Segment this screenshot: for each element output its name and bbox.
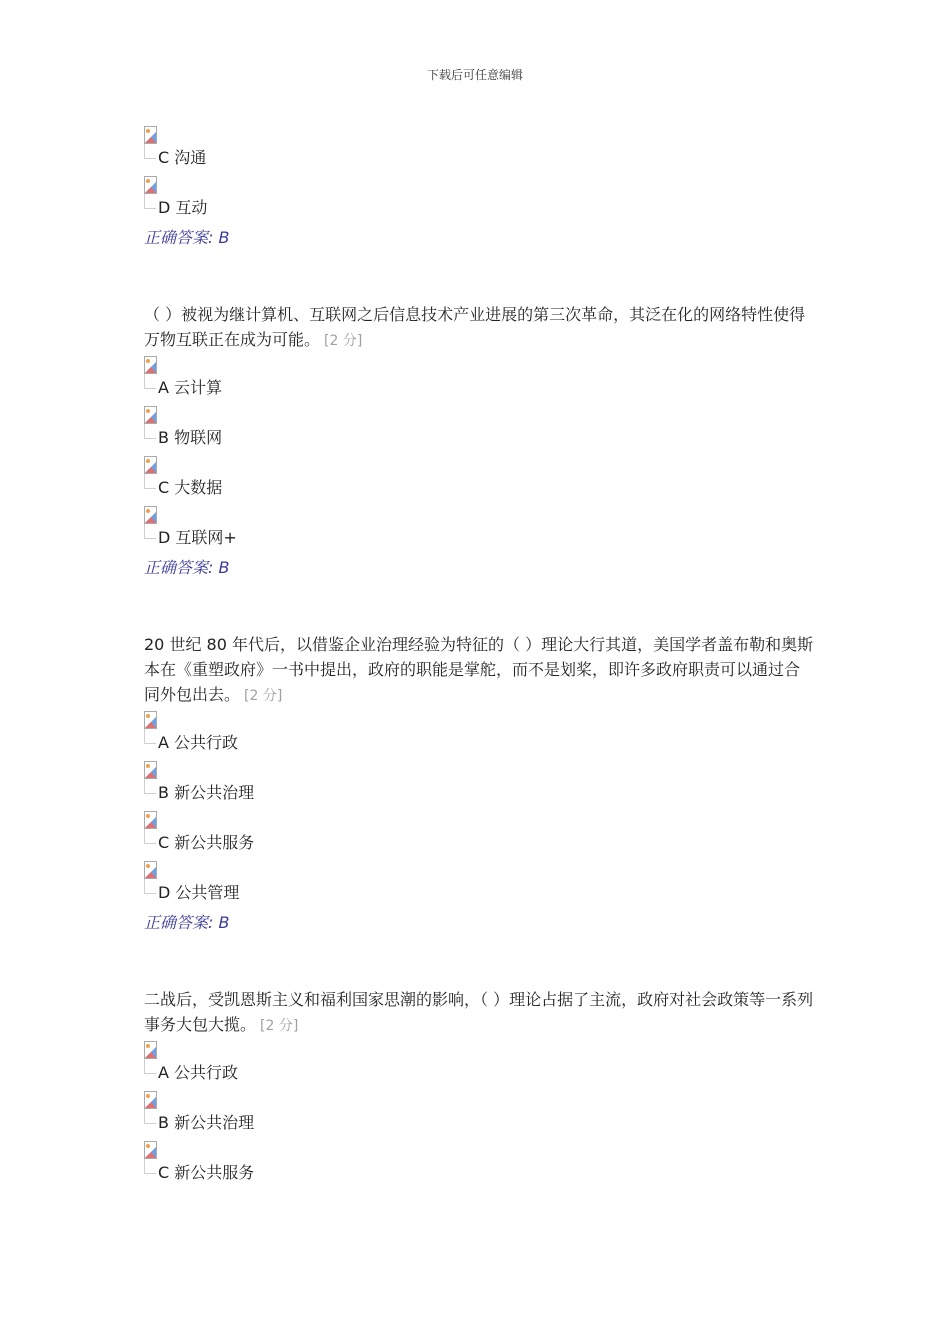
option-label: A 公共行政 <box>158 733 239 752</box>
option-label: C 沟通 <box>158 148 207 167</box>
question-stem: （ ）被视为继计算机、互联网之后信息技术产业进展的第三次革命，其泛在化的网络特性使得万物互联正在成为可能。 <box>144 305 806 349</box>
option-a[interactable] <box>144 711 814 761</box>
option-label: D 公共管理 <box>158 883 240 902</box>
correct-answer: 正确答案: B <box>144 228 230 247</box>
option-d[interactable] <box>144 861 814 911</box>
option-b[interactable] <box>144 761 814 811</box>
broken-image-icon <box>144 1041 157 1059</box>
option-d[interactable] <box>144 506 814 556</box>
option-frame-line <box>144 474 145 489</box>
option-frame-line <box>144 743 156 744</box>
option-label: A 云计算 <box>158 378 223 397</box>
option-d[interactable] <box>144 176 814 226</box>
broken-image-icon <box>144 126 157 144</box>
broken-image-icon <box>144 711 157 729</box>
option-frame-line <box>144 374 145 389</box>
correct-answer: 正确答案: B <box>144 913 230 932</box>
option-label: C 新公共服务 <box>158 833 255 852</box>
option-frame-line <box>144 729 145 744</box>
option-a[interactable] <box>144 1041 814 1091</box>
option-frame-line <box>144 438 156 439</box>
option-frame-line <box>144 829 145 844</box>
correct-answer: 正确答案: B <box>144 558 230 577</box>
question-score: [2 分] <box>324 333 363 349</box>
option-label: C 大数据 <box>158 478 223 497</box>
option-label: B 新公共治理 <box>158 783 255 802</box>
broken-image-icon <box>144 761 157 779</box>
question-score: [2 分] <box>244 688 283 704</box>
option-frame-line <box>144 194 145 209</box>
question-text <box>144 632 814 709</box>
question-block <box>144 987 814 1191</box>
option-frame-line <box>144 488 156 489</box>
page-header: 下载后可任意编辑 <box>426 68 523 82</box>
option-b[interactable] <box>144 1091 814 1141</box>
option-c[interactable] <box>144 126 814 176</box>
question-text <box>144 987 814 1039</box>
question-block <box>144 302 814 578</box>
option-frame-line <box>144 424 145 439</box>
option-frame-line <box>144 158 156 159</box>
option-frame-line <box>144 843 156 844</box>
option-frame-line <box>144 1123 156 1124</box>
broken-image-icon <box>144 506 157 524</box>
option-frame-line <box>144 779 145 794</box>
option-label: B 物联网 <box>158 428 223 447</box>
question-block <box>144 632 814 933</box>
broken-image-icon <box>144 1091 157 1109</box>
option-frame-line <box>144 524 145 539</box>
option-label: C 新公共服务 <box>158 1163 255 1182</box>
option-frame-line <box>144 879 145 894</box>
question-stem: 20 世纪 80 年代后，以借鉴企业治理经验为特征的（ ）理论大行其道，美国学者盖布勒和奥斯本在《重塑政府》一书中提出，政府的职能是掌舵，而不是划桨，即许多政府职责可以通过合同外包出去。 <box>144 635 814 704</box>
quiz-content <box>144 126 814 1191</box>
option-frame-line <box>144 538 156 539</box>
option-frame-line <box>144 1059 145 1074</box>
broken-image-icon <box>144 1141 157 1159</box>
option-c[interactable] <box>144 1141 814 1191</box>
option-label: B 新公共治理 <box>158 1113 255 1132</box>
option-frame-line <box>144 793 156 794</box>
option-frame-line <box>144 208 156 209</box>
option-frame-line <box>144 144 145 159</box>
question-block <box>144 126 814 248</box>
broken-image-icon <box>144 406 157 424</box>
option-frame-line <box>144 388 156 389</box>
option-b[interactable] <box>144 406 814 456</box>
option-frame-line <box>144 1073 156 1074</box>
broken-image-icon <box>144 861 157 879</box>
option-frame-line <box>144 893 156 894</box>
option-a[interactable] <box>144 356 814 406</box>
question-score: [2 分] <box>260 1018 299 1034</box>
broken-image-icon <box>144 176 157 194</box>
option-label: D 互联网+ <box>158 528 237 547</box>
option-frame-line <box>144 1173 156 1174</box>
option-frame-line <box>144 1109 145 1124</box>
option-label: D 互动 <box>158 198 208 217</box>
option-c[interactable] <box>144 456 814 506</box>
question-text <box>144 302 814 354</box>
question-stem: 二战后，受凯恩斯主义和福利国家思潮的影响，（ ）理论占据了主流，政府对社会政策等一系列事务大包大揽。 <box>144 990 814 1034</box>
broken-image-icon <box>144 811 157 829</box>
option-frame-line <box>144 1159 145 1174</box>
broken-image-icon <box>144 456 157 474</box>
option-label: A 公共行政 <box>158 1063 239 1082</box>
option-c[interactable] <box>144 811 814 861</box>
broken-image-icon <box>144 356 157 374</box>
